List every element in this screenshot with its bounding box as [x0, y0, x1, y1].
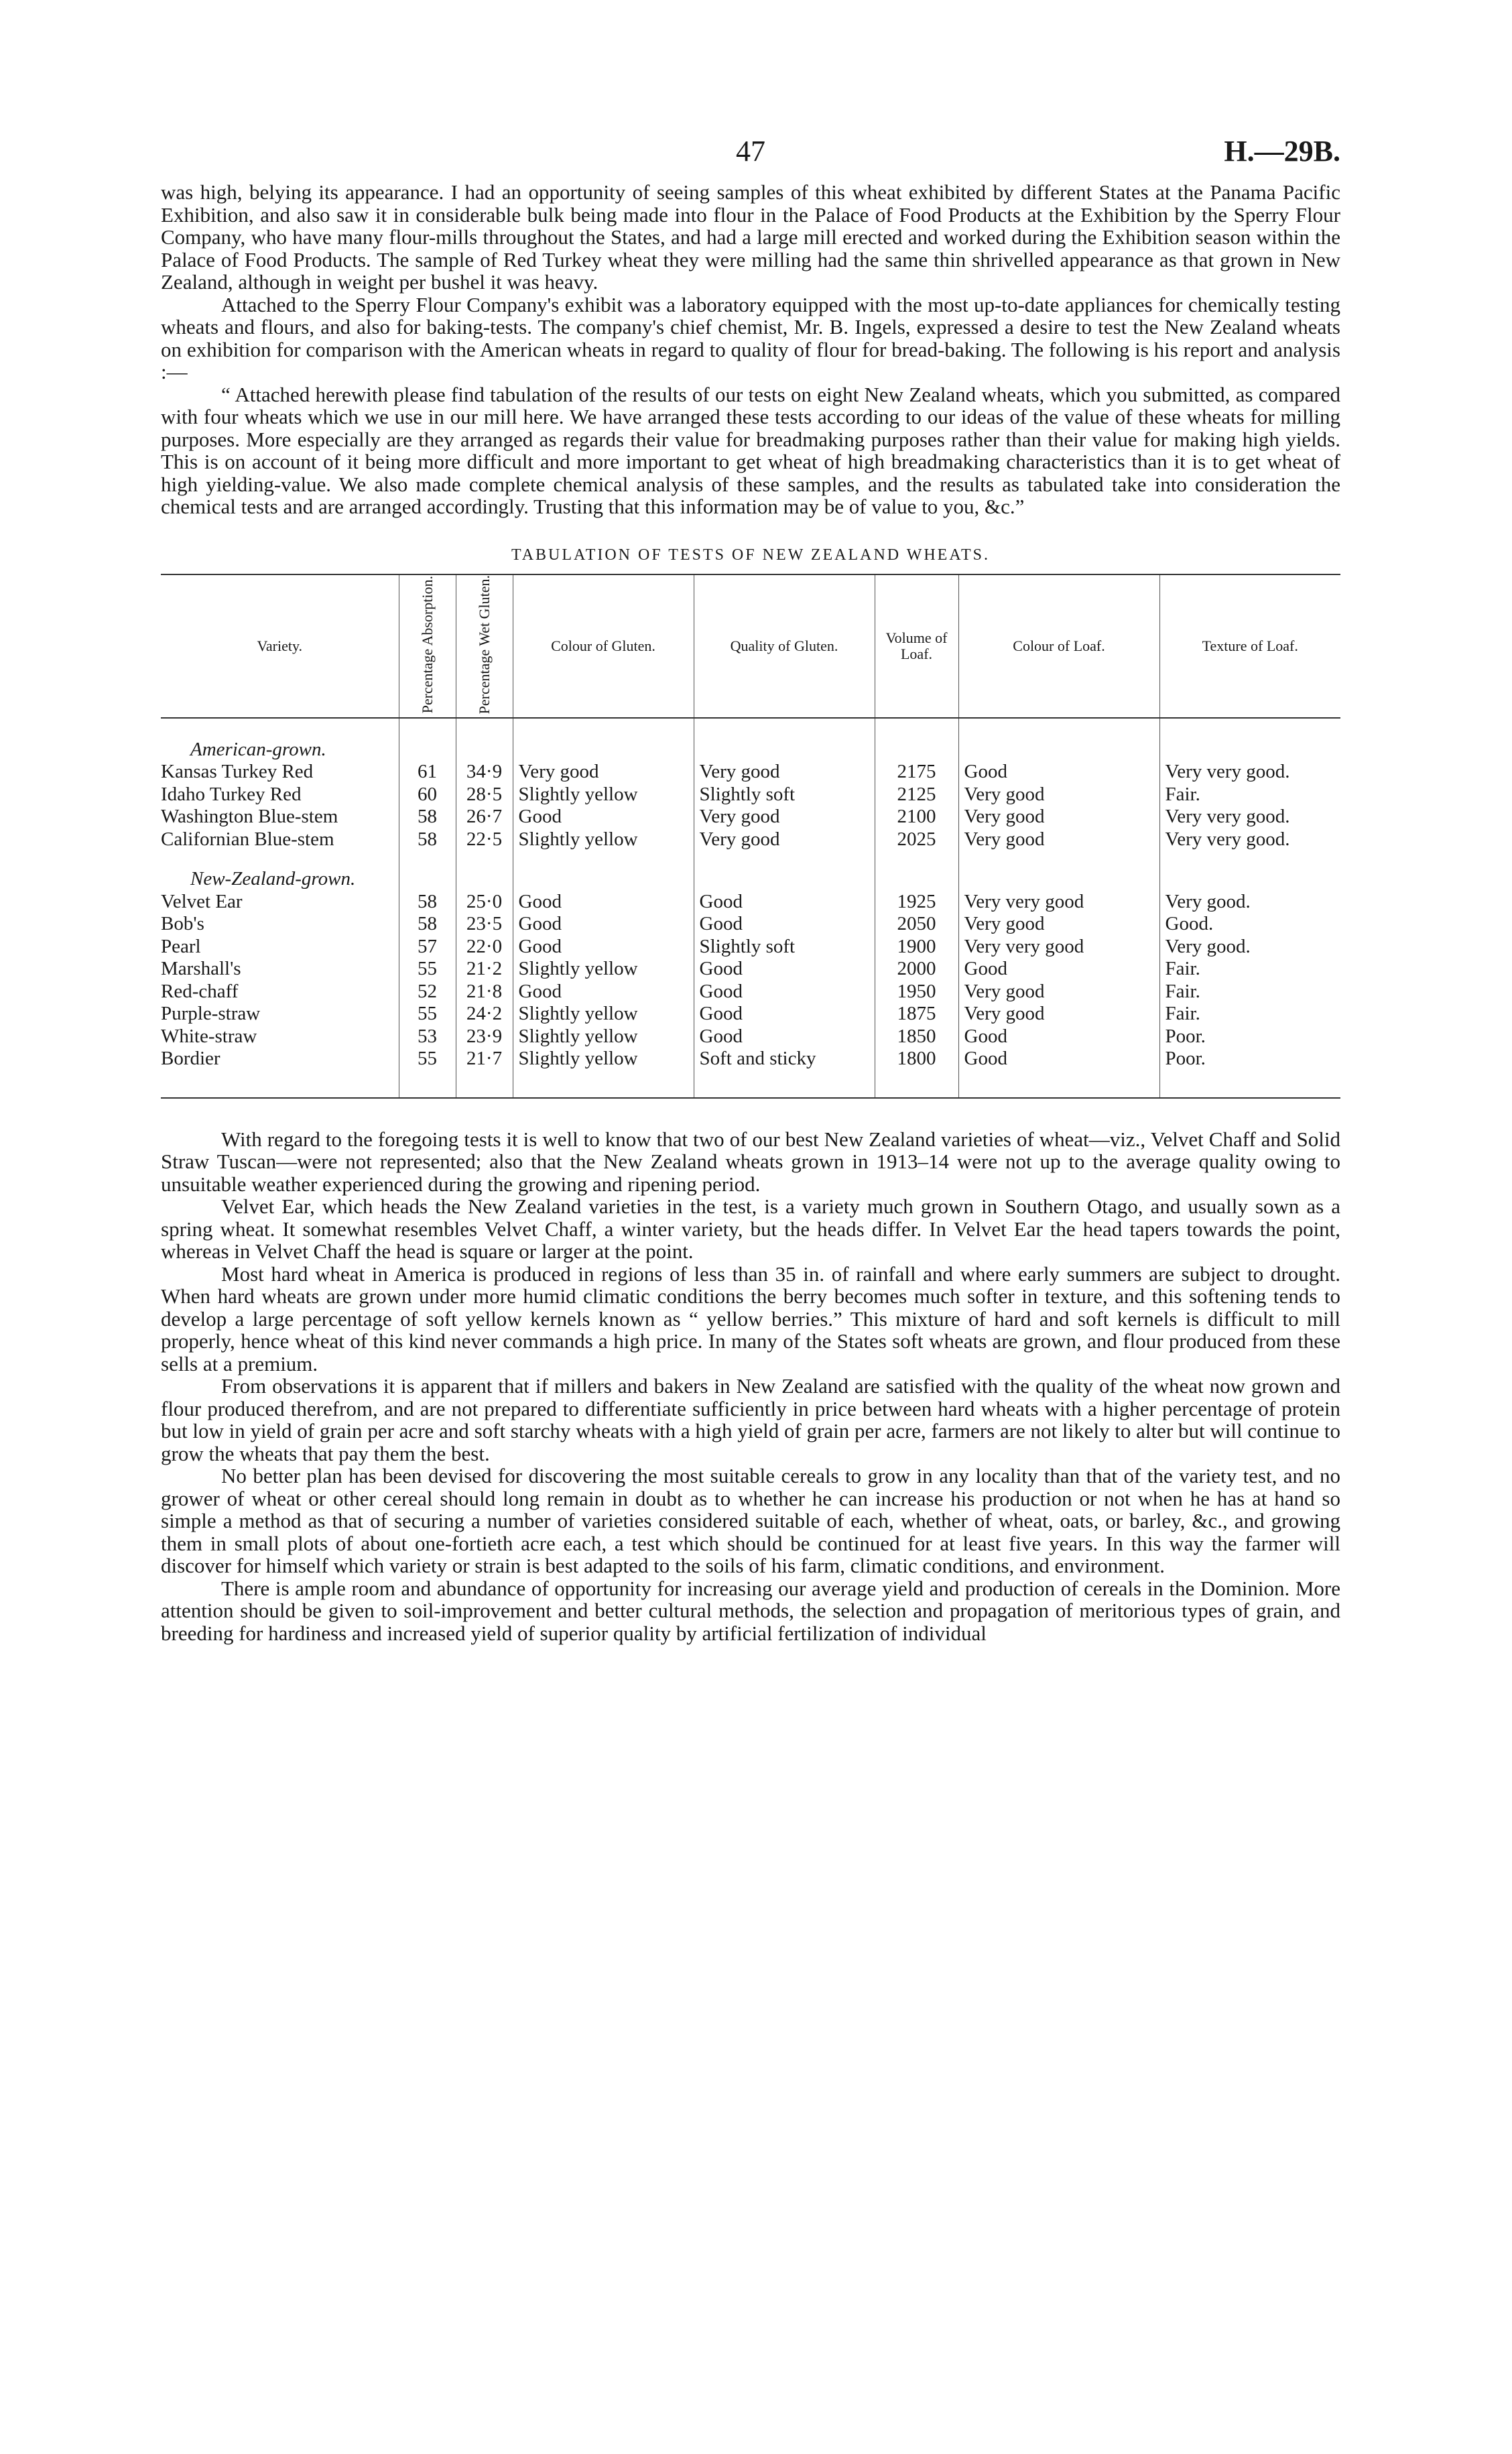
cell-colour-loaf: Very good — [958, 913, 1159, 936]
cell-colour-gluten: Slightly yellow — [513, 829, 694, 851]
empty-cell — [456, 868, 513, 891]
cell-colour-loaf: Good — [958, 1048, 1159, 1098]
cell-colour-gluten: Slightly yellow — [513, 958, 694, 981]
empty-cell — [694, 851, 875, 868]
cell-colour-loaf: Very very good — [958, 936, 1159, 959]
cell-texture: Fair. — [1159, 958, 1340, 981]
cell-absorption: 52 — [399, 981, 456, 1003]
cell-quality-gluten: Good — [694, 891, 875, 914]
empty-cell — [875, 868, 958, 891]
cell-wet-gluten: 24·2 — [456, 1003, 513, 1026]
cell-wet-gluten: 23·9 — [456, 1026, 513, 1048]
header-variety: Variety. — [161, 574, 399, 718]
cell-colour-gluten: Good — [513, 981, 694, 1003]
table-row — [161, 1048, 1340, 1098]
table-body — [161, 718, 1340, 1098]
empty-cell — [456, 718, 513, 761]
cell-colour-loaf: Good — [958, 761, 1159, 784]
cell-colour-gluten: Very good — [513, 761, 694, 784]
empty-cell — [513, 851, 694, 868]
header-volume: Volume of Loaf. — [875, 574, 958, 718]
cell-colour-gluten: Good — [513, 891, 694, 914]
cell-colour-loaf: Very good — [958, 784, 1159, 806]
header-colour-loaf: Colour of Loaf. — [958, 574, 1159, 718]
cell-quality-gluten: Very good — [694, 806, 875, 829]
empty-cell — [958, 718, 1159, 761]
cell-absorption: 55 — [399, 958, 456, 981]
cell-variety: Velvet Ear — [161, 890, 243, 912]
header-quality-gluten: Quality of Gluten. — [694, 574, 875, 718]
cell-variety: Idaho Turkey Red — [161, 783, 302, 805]
cell-colour-loaf: Very good — [958, 981, 1159, 1003]
cell-absorption: 60 — [399, 784, 456, 806]
table-row — [161, 761, 1340, 784]
table-title: TABULATION OF TESTS OF NEW ZEALAND WHEATS. — [511, 546, 991, 564]
empty-cell — [1159, 868, 1340, 891]
cell-quality-gluten: Slightly soft — [694, 784, 875, 806]
cell-absorption: 57 — [399, 936, 456, 959]
table-row — [161, 784, 1340, 806]
cell-volume: 2100 — [875, 806, 958, 829]
cell-wet-gluten: 21·2 — [456, 958, 513, 981]
cell-wet-gluten: 21·8 — [456, 981, 513, 1003]
cell-wet-gluten: 22·0 — [456, 936, 513, 959]
cell-volume: 1900 — [875, 936, 958, 959]
table-row — [161, 829, 1340, 851]
cell-quality-gluten: Slightly soft — [694, 936, 875, 959]
cell-texture: Poor. — [1159, 1048, 1340, 1098]
cell-texture: Very good. — [1159, 891, 1340, 914]
cell-colour-gluten: Slightly yellow — [513, 784, 694, 806]
quoted-report: “ Attached herewith please find tabulation of the results of our tests on eight New Zealand wheats, which you submitted, as compared with four wheats which we use in our mill here. We have arranged these tests according to our ideas of the value of these wheats for milling purposes. More especially are they arranged as regards their value for breadmaking purposes rather than their value for making high yields. This is on account of it being more difficult and more important to get wheat of high breadmaking characteristics than it is to get wheat of high yielding-value. We also made complete chemical analysis of these samples, and the results as tabulated take into consideration the chemical tests and are arranged accordingly. Trusting that this information may be of value to you, &c.” — [161, 382, 1340, 518]
cell-absorption: 55 — [399, 1003, 456, 1026]
cell-quality-gluten: Very good — [694, 761, 875, 784]
cell-quality-gluten: Soft and sticky — [694, 1048, 875, 1098]
empty-cell — [958, 868, 1159, 891]
cell-wet-gluten: 25·0 — [456, 891, 513, 914]
empty-cell — [694, 868, 875, 891]
cell-wet-gluten: 21·7 — [456, 1048, 513, 1098]
cell-variety: Purple-straw — [161, 1003, 261, 1025]
cell-wet-gluten: 22·5 — [456, 829, 513, 851]
cell-volume: 1950 — [875, 981, 958, 1003]
cell-volume: 2025 — [875, 829, 958, 851]
header-colour-gluten: Colour of Gluten. — [513, 574, 694, 718]
cell-absorption: 53 — [399, 1026, 456, 1048]
cell-colour-loaf: Very good — [958, 1003, 1159, 1026]
group-label-row — [161, 868, 1340, 891]
wheat-test-table — [161, 574, 1340, 1099]
empty-cell — [1159, 851, 1340, 868]
cell-variety: Marshall's — [161, 958, 241, 980]
body-text — [161, 1128, 1340, 1645]
cell-absorption: 55 — [399, 1048, 456, 1098]
document-page — [161, 134, 1340, 1644]
empty-cell — [513, 868, 694, 891]
cell-texture: Very very good. — [1159, 829, 1340, 851]
cell-colour-gluten: Slightly yellow — [513, 1003, 694, 1026]
cell-variety: Washington Blue-stem — [161, 806, 338, 828]
cell-colour-gluten: Good — [513, 936, 694, 959]
cell-volume: 2125 — [875, 784, 958, 806]
cell-texture: Fair. — [1159, 1003, 1340, 1026]
cell-texture: Very good. — [1159, 936, 1340, 959]
cell-colour-gluten: Slightly yellow — [513, 1026, 694, 1048]
group-label: New-Zealand-grown. — [190, 868, 356, 890]
cell-volume: 2175 — [875, 761, 958, 784]
body-paragraph-4: From observations it is apparent that if millers and bakers in New Zealand are satisfied with the quality of the wheat now grown and flour produced therefrom, and are not prepared to differentiate sufficiently in price between hard wheats with a higher percentage of protein but low in yield of grain per acre and soft starchy wheats with a high yield of grain per acre, farmers are not likely to alter but will continue to grow the wheats that pay them the best. — [161, 1374, 1340, 1465]
cell-variety: Red-chaff — [161, 980, 239, 1002]
empty-cell — [399, 868, 456, 891]
cell-absorption: 58 — [399, 913, 456, 936]
empty-cell — [456, 851, 513, 868]
cell-colour-gluten: Good — [513, 913, 694, 936]
empty-cell — [694, 718, 875, 761]
cell-volume: 1800 — [875, 1048, 958, 1098]
body-paragraph-6: There is ample room and abundance of opportunity for increasing our average yield and production of cereals in the Dominion. More attention should be given to soil-improvement and better cultural methods, the selection and propagation of meritorious types of grain, and breeding for hardiness and increased yield of superior quality by artificial fertilization of individual — [161, 1576, 1340, 1645]
body-paragraph-5: No better plan has been devised for discovering the most suitable cereals to grow in any locality than that of the variety test, and no grower of wheat or other cereal should long remain in doubt as to whether he can increase his production or not when he has at hand so simple a method as that of securing a number of varieties considered suitable of each, whether of wheat, oats, or barley, &c., and growing them in small plots of about one-fortieth acre each, a test which should be continued for at least five years. In this way the farmer will discover for himself which variety or strain is best adapted to the soils of his farm, climatic conditions, and environment. — [161, 1464, 1340, 1578]
empty-cell — [161, 851, 399, 868]
cell-texture: Good. — [1159, 913, 1340, 936]
header-wet-gluten — [456, 574, 513, 718]
page-reference: H.—29B. — [1224, 135, 1340, 168]
cell-volume: 1925 — [875, 891, 958, 914]
body-paragraph-2: Velvet Ear, which heads the New Zealand varieties in the test, is a variety much grown in Southern Otago, and usually sown as a spring wheat. It somewhat resembles Velvet Chaff, a winter variety, but the heads differ. In Velvet Ear the head tapers towards the point, whereas in Velvet Chaff the head is square or larger at the point. — [161, 1194, 1340, 1264]
cell-quality-gluten: Very good — [694, 829, 875, 851]
empty-cell — [399, 718, 456, 761]
cell-variety: Pearl — [161, 935, 201, 957]
table-row — [161, 891, 1340, 914]
table-header-row — [161, 574, 1340, 718]
cell-colour-loaf: Good — [958, 1026, 1159, 1048]
cell-variety: Bob's — [161, 913, 204, 935]
cell-absorption: 58 — [399, 829, 456, 851]
cell-quality-gluten: Good — [694, 958, 875, 981]
header-wet-gluten-label: Percentage Wet Gluten. — [475, 574, 493, 714]
page-header — [161, 134, 1340, 181]
body-paragraph-1: With regard to the foregoing tests it is well to know that two of our best New Zealand varieties of wheat—viz., Velvet Chaff and Solid Straw Tuscan—were not represented; also that the New Zealand wheats grown in 1913–14 were not up to the average quality owing to unsuitable weather experienced during the growing and ripening period. — [161, 1127, 1340, 1196]
cell-quality-gluten: Good — [694, 1026, 875, 1048]
group-label: American-grown. — [190, 738, 326, 760]
table-row — [161, 958, 1340, 981]
cell-volume: 1875 — [875, 1003, 958, 1026]
empty-cell — [958, 851, 1159, 868]
header-texture: Texture of Loaf. — [1159, 574, 1340, 718]
cell-wet-gluten: 23·5 — [456, 913, 513, 936]
cell-volume: 2050 — [875, 913, 958, 936]
cell-colour-loaf: Very good — [958, 829, 1159, 851]
table-row — [161, 1003, 1340, 1026]
cell-texture: Very very good. — [1159, 806, 1340, 829]
cell-texture: Fair. — [1159, 981, 1340, 1003]
cell-colour-gluten: Good — [513, 806, 694, 829]
empty-cell — [875, 718, 958, 761]
empty-cell — [399, 851, 456, 868]
empty-cell — [1159, 718, 1340, 761]
table-row — [161, 936, 1340, 959]
cell-texture: Very very good. — [1159, 761, 1340, 784]
header-absorption-label: Percentage Absorption. — [418, 575, 436, 713]
cell-colour-loaf: Very good — [958, 806, 1159, 829]
table-row — [161, 981, 1340, 1003]
cell-variety: Californian Blue-stem — [161, 828, 334, 850]
group-label-row — [161, 718, 1340, 761]
cell-colour-gluten: Slightly yellow — [513, 1048, 694, 1098]
page-number: 47 — [736, 135, 765, 168]
table-row — [161, 806, 1340, 829]
empty-cell — [875, 851, 958, 868]
cell-absorption: 58 — [399, 891, 456, 914]
cell-volume: 2000 — [875, 958, 958, 981]
cell-quality-gluten: Good — [694, 913, 875, 936]
cell-quality-gluten: Good — [694, 981, 875, 1003]
cell-variety: Bordier — [161, 1048, 399, 1098]
empty-cell — [513, 718, 694, 761]
table-row — [161, 913, 1340, 936]
intro-paragraph-2: Attached to the Sperry Flour Company's exhibit was a laboratory equipped with the most up-to-date appliances for chemically testing wheats and flours, and also for baking-tests. The company's chief chemist, Mr. B. Ingels, expressed a desire to test the New Zealand wheats on exhibition for comparison with the American wheats in regard to quality of flour for bread-baking. The following is his report and analysis :— — [161, 292, 1340, 383]
cell-colour-loaf: Good — [958, 958, 1159, 981]
cell-quality-gluten: Good — [694, 1003, 875, 1026]
table-row — [161, 1026, 1340, 1048]
cell-absorption: 61 — [399, 761, 456, 784]
cell-wet-gluten: 34·9 — [456, 761, 513, 784]
body-paragraph-3: Most hard wheat in America is produced in regions of less than 35 in. of rainfall and where early summers are subject to drought. When hard wheats are grown under more humid climatic conditions the berry becomes much softer in texture, and this softening tends to develop a large percentage of soft yellow kernels known as “ yellow berries.” This mixture of hard and soft kernels is difficult to mill properly, hence wheat of this kind never commands a high price. In many of the States soft wheats are grown, and flour produced from these sells at a premium. — [161, 1262, 1340, 1375]
cell-variety: Kansas Turkey Red — [161, 761, 314, 783]
cell-texture: Fair. — [1159, 784, 1340, 806]
header-absorption — [399, 574, 456, 718]
cell-absorption: 58 — [399, 806, 456, 829]
cell-wet-gluten: 26·7 — [456, 806, 513, 829]
cell-texture: Poor. — [1159, 1026, 1340, 1048]
cell-variety: White-straw — [161, 1025, 257, 1047]
intro-paragraph-1: was high, belying its appearance. I had an opportunity of seeing samples of this wheat exhibited by different States at the Panama Pacific Exhibition, and also saw it in considerable bulk being made into flour in the Palace of Food Products at the Exhibition by the Sperry Flour Company, who have many flour-mills throughout the States, and had a large mill erected and worked during the Exhibition season within the Palace of Food Products. The sample of Red Turkey wheat they were milling had the same thin shrivelled appearance as that grown in New Zealand, although in weight per bushel it was heavy. — [161, 180, 1340, 294]
cell-volume: 1850 — [875, 1026, 958, 1048]
spacer-row — [161, 851, 1340, 868]
cell-wet-gluten: 28·5 — [456, 784, 513, 806]
cell-colour-loaf: Very very good — [958, 891, 1159, 914]
